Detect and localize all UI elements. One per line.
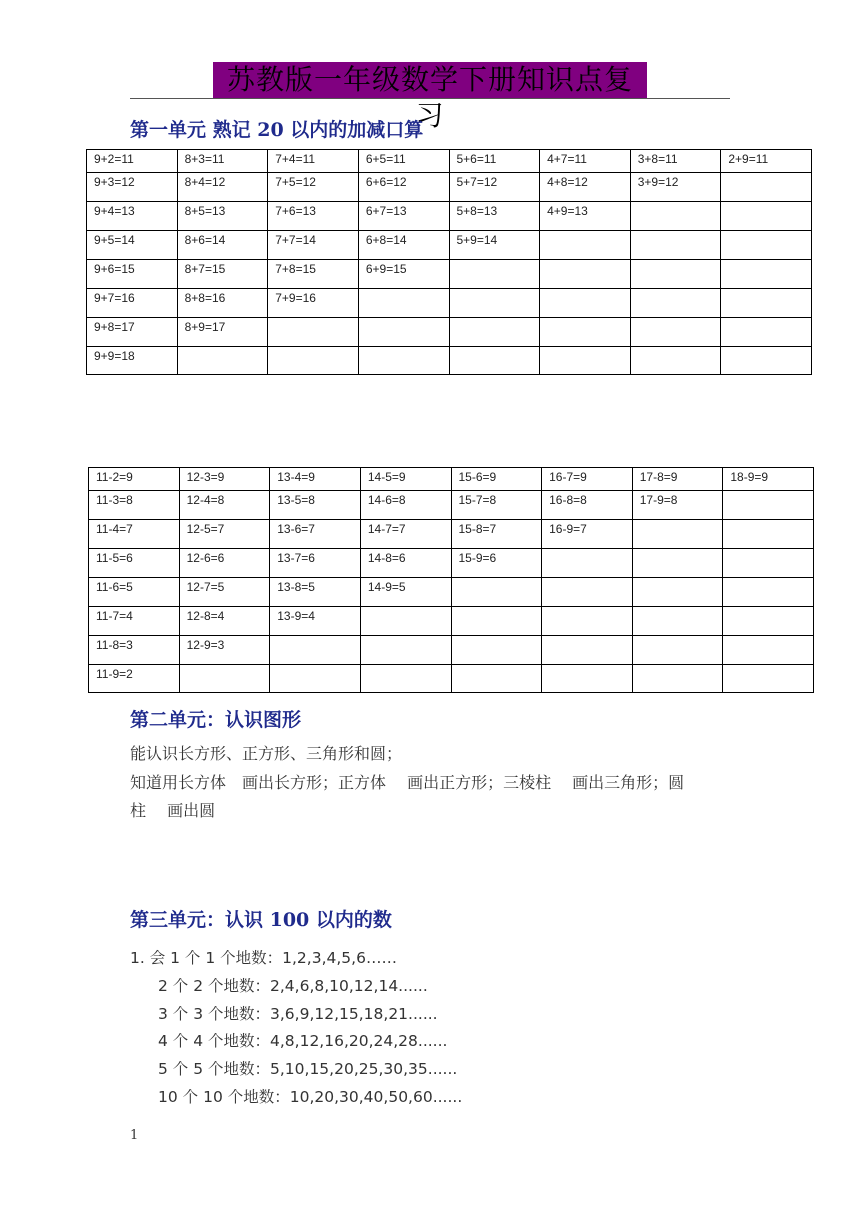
table-cell: 15-7=8 bbox=[451, 491, 542, 520]
table-cell bbox=[632, 636, 723, 665]
unit2-text-line-2: 知道用长方体 画出长方形；正方体 画出正方形；三棱柱 画出三角形；圆 bbox=[130, 773, 685, 792]
table-cell: 7+5=12 bbox=[268, 173, 359, 202]
table-cell: 13-6=7 bbox=[270, 520, 361, 549]
unit3-item-6: 10 个 10 个地数：10,20,30,40,50,60...... bbox=[158, 1088, 463, 1106]
table-cell: 13-7=6 bbox=[270, 549, 361, 578]
table-cell: 8+5=13 bbox=[177, 202, 268, 231]
table-cell bbox=[630, 260, 721, 289]
table-cell: 9+7=16 bbox=[87, 289, 178, 318]
table-row bbox=[87, 173, 812, 202]
table-cell bbox=[449, 260, 540, 289]
table-cell bbox=[540, 231, 631, 260]
table-cell: 11-7=4 bbox=[89, 607, 180, 636]
table-cell bbox=[449, 289, 540, 318]
table-cell: 7+8=15 bbox=[268, 260, 359, 289]
table-cell: 9+2=11 bbox=[87, 150, 178, 173]
table-cell: 15-9=6 bbox=[451, 549, 542, 578]
table-cell bbox=[540, 318, 631, 347]
unit3-item-2: 2 个 2 个地数：2,4,6,8,10,12,14...... bbox=[158, 977, 428, 995]
table-row bbox=[89, 665, 814, 693]
unit3-item-5: 5 个 5 个地数：5,10,15,20,25,30,35...... bbox=[158, 1060, 458, 1078]
table-cell bbox=[723, 578, 814, 607]
table-cell: 12-6=6 bbox=[179, 549, 270, 578]
table-cell: 12-7=5 bbox=[179, 578, 270, 607]
table-cell bbox=[632, 549, 723, 578]
table-cell bbox=[358, 347, 449, 375]
table-cell bbox=[542, 665, 633, 693]
table-cell bbox=[721, 289, 812, 318]
unit3-item-3: 3 个 3 个地数：3,6,9,12,15,18,21...... bbox=[158, 1005, 438, 1023]
table-cell: 8+4=12 bbox=[177, 173, 268, 202]
table-cell: 6+5=11 bbox=[358, 150, 449, 173]
table-row bbox=[89, 549, 814, 578]
table-cell: 4+7=11 bbox=[540, 150, 631, 173]
table-cell: 16-7=9 bbox=[542, 468, 633, 491]
table-cell: 13-4=9 bbox=[270, 468, 361, 491]
table-cell: 9+4=13 bbox=[87, 202, 178, 231]
table-cell bbox=[630, 202, 721, 231]
table-cell bbox=[540, 289, 631, 318]
table-cell bbox=[723, 665, 814, 693]
table-cell bbox=[360, 665, 451, 693]
table-cell: 14-7=7 bbox=[360, 520, 451, 549]
table-cell: 15-6=9 bbox=[451, 468, 542, 491]
table-cell bbox=[721, 318, 812, 347]
table-cell bbox=[451, 578, 542, 607]
table-cell: 11-2=9 bbox=[89, 468, 180, 491]
table-row bbox=[89, 468, 814, 491]
table-cell: 3+8=11 bbox=[630, 150, 721, 173]
table-cell bbox=[723, 607, 814, 636]
table-cell: 7+9=16 bbox=[268, 289, 359, 318]
table-cell: 17-8=9 bbox=[632, 468, 723, 491]
table-cell: 7+4=11 bbox=[268, 150, 359, 173]
table-cell bbox=[540, 347, 631, 375]
table-cell bbox=[542, 578, 633, 607]
table-cell bbox=[721, 202, 812, 231]
table-cell bbox=[449, 318, 540, 347]
table-cell bbox=[630, 347, 721, 375]
addition-table bbox=[86, 149, 812, 375]
table-cell: 14-5=9 bbox=[360, 468, 451, 491]
table-cell: 11-3=8 bbox=[89, 491, 180, 520]
table-cell: 6+6=12 bbox=[358, 173, 449, 202]
unit2-heading: 第二单元：认识图形 bbox=[130, 709, 302, 731]
table-cell: 12-3=9 bbox=[179, 468, 270, 491]
table-row bbox=[87, 260, 812, 289]
table-cell: 8+7=15 bbox=[177, 260, 268, 289]
table-cell: 6+7=13 bbox=[358, 202, 449, 231]
table-cell: 17-9=8 bbox=[632, 491, 723, 520]
table-cell bbox=[721, 347, 812, 375]
unit3-item-4: 4 个 4 个地数：4,8,12,16,20,24,28...... bbox=[158, 1032, 448, 1050]
table-cell: 5+6=11 bbox=[449, 150, 540, 173]
table-row bbox=[87, 231, 812, 260]
table-cell: 11-4=7 bbox=[89, 520, 180, 549]
table-cell: 12-9=3 bbox=[179, 636, 270, 665]
table-cell: 8+8=16 bbox=[177, 289, 268, 318]
table-cell bbox=[632, 578, 723, 607]
table-cell: 13-9=4 bbox=[270, 607, 361, 636]
table-cell bbox=[360, 636, 451, 665]
table-cell bbox=[721, 173, 812, 202]
table-cell: 12-8=4 bbox=[179, 607, 270, 636]
table-cell bbox=[630, 318, 721, 347]
table-row bbox=[87, 289, 812, 318]
table-cell bbox=[358, 289, 449, 318]
table-cell bbox=[632, 607, 723, 636]
table-cell: 13-8=5 bbox=[270, 578, 361, 607]
table-cell: 5+8=13 bbox=[449, 202, 540, 231]
table-cell bbox=[632, 520, 723, 549]
table-cell: 16-8=8 bbox=[542, 491, 633, 520]
table-cell bbox=[630, 231, 721, 260]
table-cell: 11-6=5 bbox=[89, 578, 180, 607]
table-cell: 8+3=11 bbox=[177, 150, 268, 173]
table-cell: 4+8=12 bbox=[540, 173, 631, 202]
table-cell: 9+5=14 bbox=[87, 231, 178, 260]
table-cell: 9+3=12 bbox=[87, 173, 178, 202]
table-cell: 11-9=2 bbox=[89, 665, 180, 693]
table-cell: 11-8=3 bbox=[89, 636, 180, 665]
table-cell bbox=[632, 665, 723, 693]
table-cell: 5+9=14 bbox=[449, 231, 540, 260]
table-row bbox=[87, 202, 812, 231]
table-cell bbox=[449, 347, 540, 375]
table-cell bbox=[270, 636, 361, 665]
table-row bbox=[89, 578, 814, 607]
table-cell: 14-6=8 bbox=[360, 491, 451, 520]
page-title: 苏教版一年级数学下册知识点复习 bbox=[213, 62, 647, 98]
table-cell bbox=[360, 607, 451, 636]
unit2-text-line-1: 能认识长方形、正方形、三角形和圆； bbox=[130, 744, 403, 763]
table-cell bbox=[270, 665, 361, 693]
table-row bbox=[89, 636, 814, 665]
table-cell bbox=[542, 607, 633, 636]
table-cell bbox=[177, 347, 268, 375]
table-cell: 16-9=7 bbox=[542, 520, 633, 549]
table-cell: 8+6=14 bbox=[177, 231, 268, 260]
table-cell bbox=[451, 636, 542, 665]
table-cell bbox=[268, 318, 359, 347]
subtraction-table bbox=[88, 467, 814, 693]
table-cell: 15-8=7 bbox=[451, 520, 542, 549]
table-cell bbox=[542, 636, 633, 665]
title-divider bbox=[130, 98, 730, 99]
table-cell bbox=[721, 260, 812, 289]
table-cell bbox=[723, 491, 814, 520]
table-cell: 9+9=18 bbox=[87, 347, 178, 375]
table-cell bbox=[723, 636, 814, 665]
table-cell: 14-8=6 bbox=[360, 549, 451, 578]
table-cell bbox=[723, 520, 814, 549]
table-row bbox=[89, 491, 814, 520]
table-cell: 12-5=7 bbox=[179, 520, 270, 549]
table-cell: 9+8=17 bbox=[87, 318, 178, 347]
table-cell: 4+9=13 bbox=[540, 202, 631, 231]
table-cell bbox=[723, 549, 814, 578]
table-cell bbox=[542, 549, 633, 578]
unit3-heading: 第三单元：认识 100 以内的数 bbox=[130, 909, 392, 931]
table-cell: 3+9=12 bbox=[630, 173, 721, 202]
table-cell bbox=[630, 289, 721, 318]
table-cell bbox=[268, 347, 359, 375]
table-cell: 12-4=8 bbox=[179, 491, 270, 520]
table-cell bbox=[721, 231, 812, 260]
unit2-text-line-3: 柱 画出圆 bbox=[130, 801, 216, 820]
table-cell: 6+8=14 bbox=[358, 231, 449, 260]
table-cell: 7+7=14 bbox=[268, 231, 359, 260]
table-cell: 2+9=11 bbox=[721, 150, 812, 173]
table-cell bbox=[451, 665, 542, 693]
page-number: 1 bbox=[130, 1128, 139, 1143]
table-cell: 14-9=5 bbox=[360, 578, 451, 607]
table-row bbox=[87, 318, 812, 347]
table-cell: 18-9=9 bbox=[723, 468, 814, 491]
table-cell: 5+7=12 bbox=[449, 173, 540, 202]
table-row bbox=[89, 607, 814, 636]
table-cell: 9+6=15 bbox=[87, 260, 178, 289]
table-cell bbox=[179, 665, 270, 693]
unit3-item-1: 1. 会 1 个 1 个地数：1,2,3,4,5,6…… bbox=[130, 949, 397, 967]
table-cell: 7+6=13 bbox=[268, 202, 359, 231]
table-cell bbox=[358, 318, 449, 347]
table-row bbox=[87, 150, 812, 173]
table-cell bbox=[451, 607, 542, 636]
table-row bbox=[89, 520, 814, 549]
table-cell: 13-5=8 bbox=[270, 491, 361, 520]
table-cell: 11-5=6 bbox=[89, 549, 180, 578]
table-cell: 8+9=17 bbox=[177, 318, 268, 347]
table-cell bbox=[540, 260, 631, 289]
table-cell: 6+9=15 bbox=[358, 260, 449, 289]
table-row bbox=[87, 347, 812, 375]
unit1-heading: 第一单元 熟记 20 以内的加减口算 bbox=[130, 119, 424, 141]
